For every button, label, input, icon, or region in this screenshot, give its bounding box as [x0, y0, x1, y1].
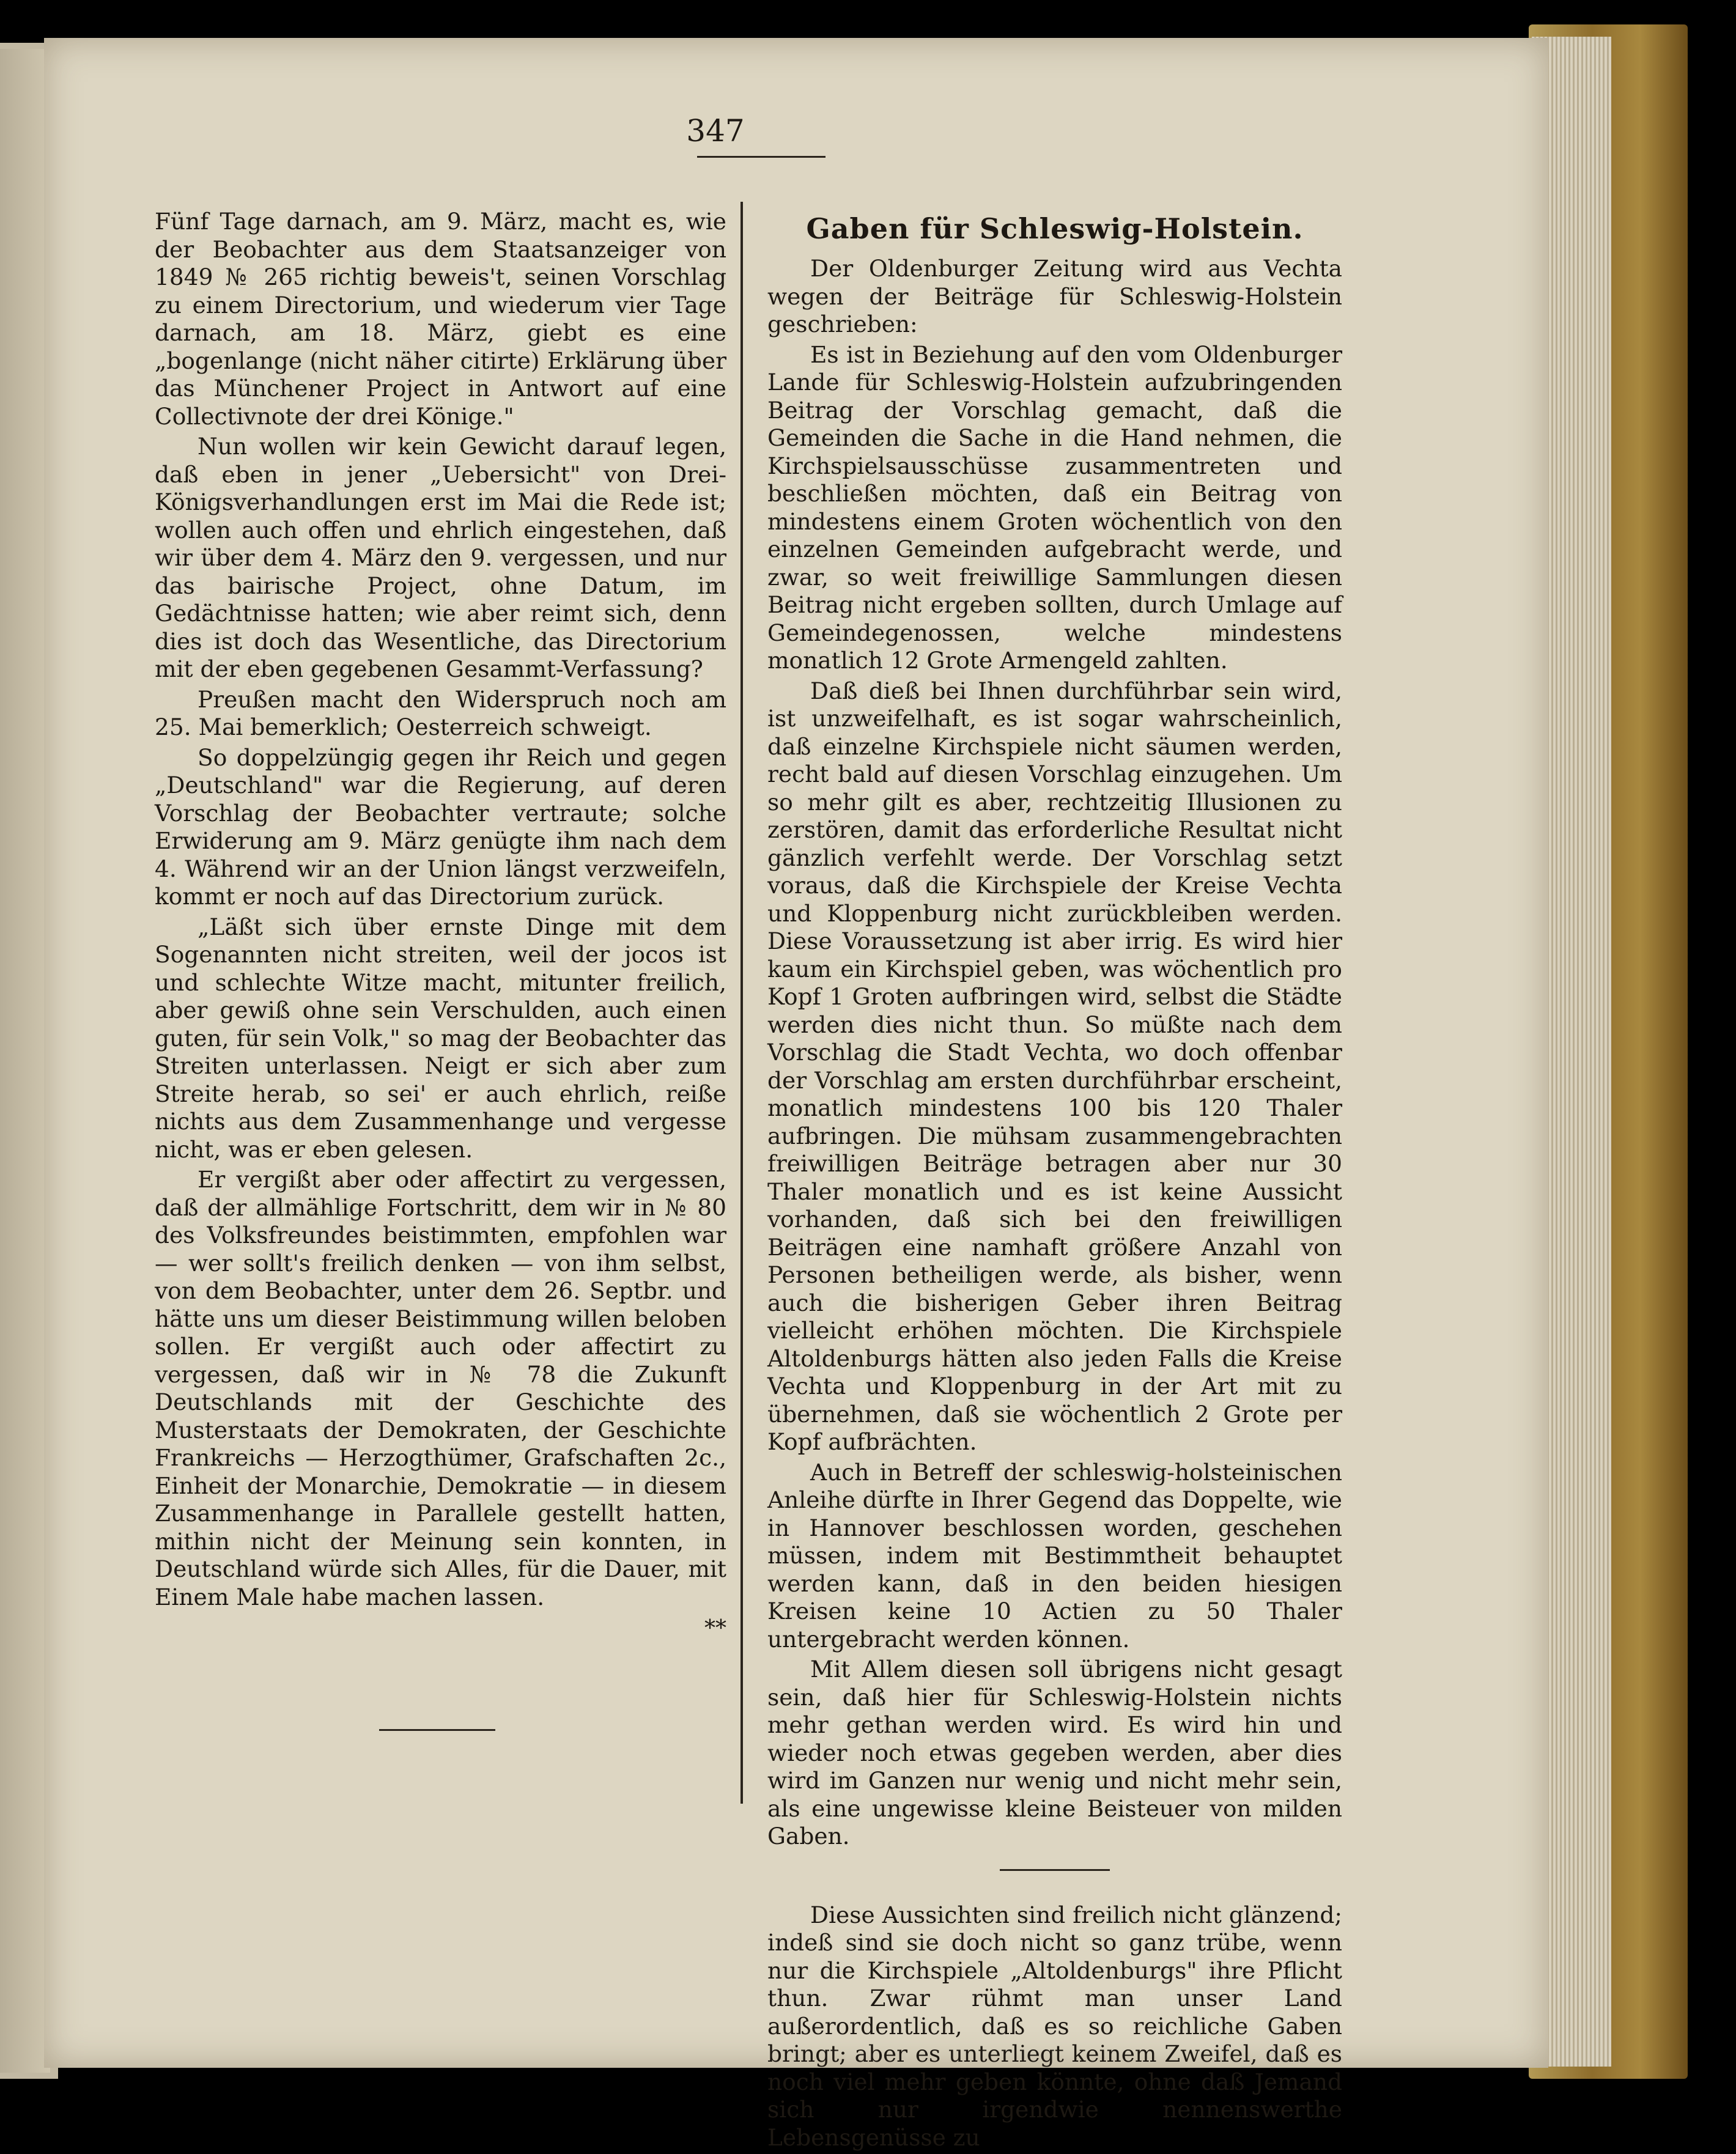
page-number: 347	[686, 113, 745, 149]
header-rule	[697, 156, 826, 158]
right-column	[767, 211, 1342, 2154]
facing-page	[0, 49, 50, 2073]
paragraph: Preußen macht den Widerspruch noch am 25. Mai bemerklich; Oesterreich schweigt.	[155, 685, 726, 740]
paragraph: So doppelzüngig gegen ihr Reich und gegen „Deutschland" war die Regierung, auf deren Vorschlag der Beobachter vertraute; solche Erwiderung am 9. März genügte ihm nach dem 4. Während wir an der Union längst verzweifeln, kommt er noch auf das Directorium zurück.	[155, 743, 726, 910]
paragraph: Mit Allem diesen soll übrigens nicht gesagt sein, daß hier für Schleswig-Holstein nichts mehr gethan werden wird. Es wird hin und wieder noch etwas gegeben werden, aber dies wird im Ganzen nur wenig und nicht mehr sein, als eine ungewisse kleine Beisteuer von milden Gaben.	[767, 1656, 1342, 1850]
author-signature: **	[704, 1616, 726, 1641]
section-rule	[1000, 1869, 1110, 1871]
left-column	[155, 208, 726, 1643]
paragraph: Daß dieß bei Ihnen durchführbar sein wird, ist unzweifelhaft, es ist sogar wahrscheinlich, daß einzelne Kirchspiele nicht säumen werden, recht bald auf diesen Vorschlag einzugehen. Um so mehr gilt es aber, rechtzeitig Illusionen zu zerstören, damit das erforderliche Resultat nicht gänzlich verfehlt werde. Der Vorschlag setzt voraus, daß die Kirchspiele der Kreise Vechta und Kloppenburg nicht zurückbleiben werden. Diese Voraussetzung ist aber irrig. Es wird hier kaum ein Kirchspiel geben, was wöchentlich pro Kopf 1 Groten aufbringen wird, selbst die Städte werden dies nicht thun. So müßte nach dem Vorschlag die Stadt Vechta, wo doch offenbar der Vorschlag am ersten durchführbar erscheint, monatlich mindestens 100 bis 120 Thaler aufbringen. Die mühsam zusammengebrachten freiwilligen Beiträge betragen aber nur 30 Thaler monatlich und es ist keine Aussicht vorhanden, daß sich bei den freiwilligen Beiträgen eine namhaft größere Anzahl von Personen betheiligen werde, als bisher, wenn auch die bisherigen Geber ihren Beitrag vielleicht erhöhen möchten. Die Kirchspiele Altoldenburgs hätten also jeden Falls die Kreise Vechta und Kloppenburg in der Art mit zu übernehmen, daß sie wöchentlich 2 Grote per Kopf aufbrächten.	[767, 677, 1342, 1455]
paragraph: Es ist in Beziehung auf den vom Oldenburger Lande für Schleswig-Holstein aufzubringenden Beitrag der Vorschlag gemacht, daß die Gemeinden die Sache in die Hand nehmen, die Kirchspielsausschüsse zusammentreten und beschließen möchten, daß ein Beitrag von mindestens einem Groten wöchentlich von den einzelnen Gemeinden aufgebracht werde, und zwar, so weit freiwillige Sammlungen diesen Beitrag nicht ergeben sollten, durch Umlage auf Gemeindegenossen, welche mindestens monatlich 12 Grote Armengeld zahlten.	[767, 341, 1342, 674]
paragraph: „Läßt sich über ernste Dinge mit dem Sogenannten nicht streiten, weil der jocos ist und schlechte Witze macht, mitunter freilich, aber gewiß ohne sein Verschulden, auch einen guten, für sein Volk," so mag der Beobachter das Streiten unterlassen. Neigt er sich aber zum Streite herab, so sei' er auch ehrlich, reiße nichts aus dem Zusammenhange und vergesse nicht, was er eben gelesen.	[155, 913, 726, 1163]
paragraph: Nun wollen wir kein Gewicht darauf legen, daß eben in jener „Uebersicht" von Drei-Königsverhandlungen erst im Mai die Rede ist; wollen auch offen und ehrlich eingestehen, daß wir über dem 4. März den 9. vergessen, und nur das bairische Project, ohne Datum, im Gedächtnisse hatten; wie aber reimt sich, denn dies ist doch das Wesentliche, das Directorium mit der eben gegebenen Gesammt-Verfassung?	[155, 433, 726, 682]
paragraph: Diese Aussichten sind freilich nicht glänzend; indeß sind sie doch nicht so ganz trübe, wenn nur die Kirchspiele „Altoldenburgs" ihre Pflicht thun. Zwar rühmt man unser Land außerordentlich, daß es so reichliche Gaben bringt; aber es unterliegt keinem Zweifel, daß es noch viel mehr geben könnte, ohne daß Jemand sich nur irgendwie nennenswerthe Lebensgenüsse zu	[767, 1901, 1342, 2151]
article-heading: Gaben für Schleswig-Holstein.	[806, 212, 1304, 245]
paragraph: Der Oldenburger Zeitung wird aus Vechta wegen der Beiträge für Schleswig-Holstein geschrieben:	[767, 255, 1342, 337]
paragraph: Fünf Tage darnach, am 9. März, macht es, wie der Beobachter aus dem Staatsanzeiger von 1849 № 265 richtig beweis't, seinen Vorschlag zu einem Directorium, und wiederum vier Tage darnach, am 18. März, giebt es eine „bogenlange (nicht näher citirte) Erklärung über das Münchener Project in Antwort auf eine Collectivnote der drei Könige."	[155, 208, 726, 430]
column-divider	[741, 202, 743, 1804]
left-end-rule	[379, 1729, 495, 1731]
paragraph: Auch in Betreff der schleswig-holsteinischen Anleihe dürfte in Ihrer Gegend das Doppelte, wie in Hannover beschlossen worden, geschehen müssen, indem mit Bestimmtheit behauptet werden kann, daß in den beiden hiesigen Kreisen keine 10 Actien zu 50 Thaler untergebracht werden können.	[767, 1458, 1342, 1653]
paragraph: Er vergißt aber oder affectirt zu vergessen, daß der allmählige Fortschritt, dem wir in № 80 des Volksfreundes beistimmten, empfohlen war — wer sollt's freilich denken — von ihm selbst, von dem Beobachter, unter dem 26. Septbr. und hätte uns um dieser Beistimmung willen beloben sollen. Er vergißt auch oder affectirt zu vergessen, daß wir in № 78 die Zukunft Deutschlands mit der Geschichte des Musterstaats der Demokraten, der Geschichte Frankreichs — Herzogthümer, Grafschaften 2c., Einheit der Monarchie, Demokratie — in diesem Zusammenhange in Parallele gestellt hatten, mithin nicht der Meinung sein konnten, in Deutschland würde sich Alles, für die Dauer, mit Einem Male habe machen lassen.	[155, 1166, 726, 1610]
